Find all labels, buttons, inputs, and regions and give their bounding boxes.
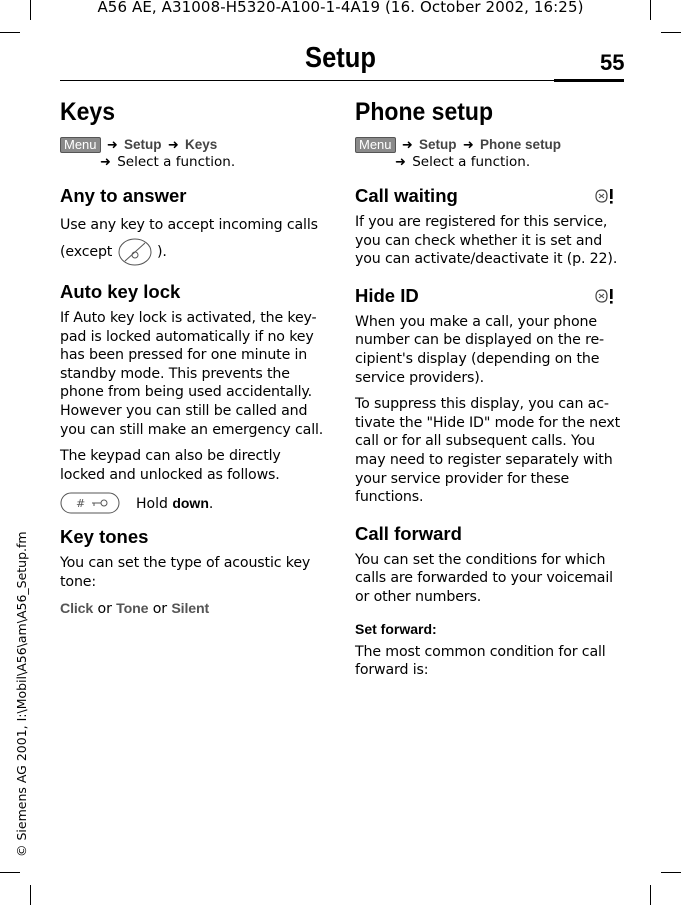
crop-mark (661, 32, 681, 33)
path-step-keys: Keys (185, 137, 218, 152)
subheading-hide-id (355, 285, 620, 307)
arrow-right-icon: ➜ (401, 138, 413, 153)
paragraph-keypad-lock: The keypad can also be directly locked and unlocked as follows. (60, 448, 281, 483)
option-tone: Tone (116, 600, 149, 617)
crop-mark (650, 885, 651, 905)
hash-key-icon (60, 492, 120, 514)
arrow-right-icon: ➜ (106, 138, 118, 153)
hold-instruction (136, 495, 213, 512)
path-instruction: Select a function. (117, 154, 236, 170)
arrow-right-icon: ➜ (100, 155, 111, 170)
paragraph-auto-key-lock: If Auto key lock is activated, the key-pad is locked automatically if no key has been pressed for one minute in standby mode. This prevents the phone from being used accidentally. However you can still be called and you can still make an emergency call. (60, 310, 324, 438)
hold-prefix: Hold (136, 495, 168, 512)
page-title: Setup (305, 42, 376, 74)
copyright-path: © Siemens AG 2001, I:\Mobil\A56\am\A56_Setup.fm (14, 531, 29, 857)
paragraph-any-to-answer (60, 213, 325, 267)
section-title-keys: Keys (60, 98, 115, 126)
subheading-set-forward: Set forward: (355, 620, 437, 637)
hold-suffix: . (208, 495, 214, 512)
left-column (60, 95, 325, 626)
menu-softkey-tag: Menu (355, 137, 396, 153)
section-title-phone-setup: Phone setup (355, 98, 494, 126)
crop-mark (30, 885, 31, 905)
crop-mark (0, 872, 20, 873)
right-column (355, 95, 620, 688)
path-step-setup: Setup (419, 137, 457, 152)
or-text: or (97, 600, 112, 617)
network-service-icon (594, 187, 616, 205)
paragraph-hide-id-suppress: To suppress this display, you can ac-tivate the "Hide ID" mode for the next call or for all subsequent calls. You may need to register separately with your service provider for these functions. (355, 396, 620, 506)
subheading-any-to-answer: Any to answer (60, 185, 187, 206)
any-to-answer-before-icon: (except (60, 244, 113, 260)
subheading-auto-key-lock: Auto key lock (60, 281, 181, 302)
page-number: 55 (600, 50, 625, 75)
header-rule-accent (554, 79, 624, 82)
menu-path-phone-setup (355, 137, 620, 171)
hold-keyword: down (172, 494, 209, 511)
key-tone-options (60, 600, 325, 619)
arrow-right-icon: ➜ (395, 155, 406, 170)
subheading-key-tones: Key tones (60, 526, 149, 548)
arrow-right-icon: ➜ (462, 138, 474, 153)
any-to-answer-after-icon: ). (156, 244, 167, 260)
path-step-setup: Setup (124, 137, 162, 152)
network-service-icon (594, 287, 616, 305)
or-text: or (152, 600, 167, 617)
paragraph-call-forward: You can set the conditions for which calls are forwarded to your voicemail or other numbers. (355, 551, 613, 605)
call-waiting-title: Call waiting (355, 185, 458, 206)
svg-text:#: # (76, 497, 86, 511)
end-call-key-icon (117, 237, 153, 267)
menu-path-keys (60, 137, 325, 171)
option-silent: Silent (171, 600, 210, 617)
path-step-phone-setup: Phone setup (480, 137, 562, 152)
any-to-answer-line1: Use any key to accept incoming calls (60, 217, 318, 233)
hold-hash-key-row (60, 492, 325, 514)
paragraph-call-waiting: If you are registered for this service, you can check whether it is set and you can activate/deactivate it (p. 22). (355, 214, 618, 268)
crop-mark (661, 872, 681, 873)
paragraph-key-tones: You can set the type of acoustic key tone: (60, 555, 311, 590)
header-rule (60, 80, 554, 81)
path-instruction: Select a function. (412, 154, 531, 170)
document-meta: A56 AE, A31008-H5320-A100-1-4A19 (16. October 2002, 16:25) (97, 0, 584, 16)
subheading-call-waiting (355, 185, 620, 207)
menu-softkey-tag: Menu (60, 137, 101, 153)
hide-id-title: Hide ID (355, 284, 419, 306)
paragraph-set-forward: The most common condition for call forward is: (355, 643, 606, 679)
subheading-call-forward: Call forward (355, 522, 462, 544)
crop-mark (0, 32, 20, 33)
option-click: Click (60, 600, 94, 617)
arrow-right-icon: ➜ (167, 138, 179, 153)
paragraph-hide-id: When you make a call, your phone number can be displayed on the re-cipient's display (depending on the service providers). (355, 313, 604, 386)
